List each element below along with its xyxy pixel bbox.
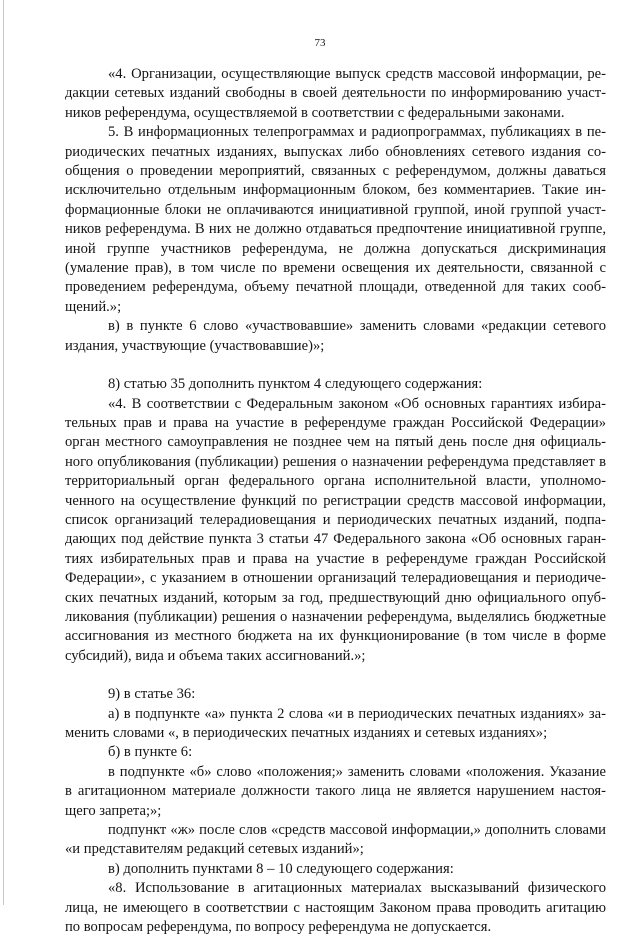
paragraph-subitem-v-point-6: в) в пункте 6 слово «участвовавшие» заменить словами «редакции сетевого издания, участвующие (участвовавшие)»; (65, 318, 606, 354)
paragraph-item-4-media: «4. Организации, осуществляющие выпуск средств массовой информации, редакции сетевых изданий свободны в своей деятельности по информированию участников референдума, осуществляемой в соответствии с федеральными законами. (65, 66, 606, 121)
paragraph-subpoint-b-text: в подпункте «б» слово «положения;» заменить словами «положения. Указание в агитационном материале должности такого лица не является нарушением настоящего запрета;»; (65, 763, 606, 819)
paragraph-gap (65, 666, 606, 685)
document-body (65, 65, 606, 937)
paragraph-gap (65, 356, 606, 375)
page-edge-rule (3, 0, 4, 905)
paragraph-subitem-a: а) в подпункте «а» пункта 2 слова «и в периодических печатных изданиях» заменить словами «, в периодических печатных изданиях и сетевых изданиях»; (65, 705, 606, 741)
paragraph-item-9-article-36: 9) в статье 36: (108, 686, 196, 703)
page-number: 73 (314, 37, 326, 49)
paragraph-subitem-v: в) дополнить пунктами 8 – 10 следующего содержания: (108, 860, 454, 877)
paragraph-subitem-b: б) в пункте 6: (108, 744, 193, 761)
paragraph-subpoint-zh-text: подпункт «ж» после слов «средств массовой информации,» дополнить словами «и представителям редакций сетевых изданий»; (65, 822, 606, 858)
paragraph-item-8-article-35: 8) статью 35 дополнить пунктом 4 следующего содержания: (108, 376, 483, 393)
paragraph-item-5-info-blocks: 5. В информационных телепрограммах и радиопрограммах, публикациях в периодических печатных изданиях, выпусках либо обновлениях сетевого издания сообщения о проведении мероприятий, связанных с референдумом, должны даваться исключительно отдельным информационным блоком, без комментариев. Такие информационные блоки не оплачиваются инициативной группой, иной группой участников референдума. В них не должно отдаваться предпочтение инициативной группе, иной группе участников референдума, не должна допускаться дискриминация (умаление прав), в том числе по времени освещения их деятельности, связанной с проведением референдума, объему печатной площади, отведенной для таких сообщений.»; (65, 124, 606, 315)
paragraph-article-35-point-4: «4. В соответствии с Федеральным законом «Об основных гарантиях избирательных прав и права на участие в референдуме граждан Российской Федерации» орган местного самоуправления не позднее чем на пятый день после дня официального опубликования (публикации) решения о назначении референдума представляет в территориальный орган федерального органа исполнительной власти, уполномоченного на осуществление функций по регистрации средств массовой информации, список организаций телерадиовещания и периодических печатных изданий, подпадающих под действие пункта 3 статьи 47 Федерального закона «Об основных гарантиях избирательных прав и права на участие в референдуме граждан Российской Федерации», с указанием в отношении организаций телерадиовещания и периодических печатных изданий, которым за год, предшествующий дню официального опубликования (публикации) решения о назначении референдума, выделялись бюджетные ассигнования из местного бюджета на их функционирование (в том числе в форме субсидий), вида и объема таких ассигнований.»; (65, 395, 606, 664)
paragraph-point-8: «8. Использование в агитационных материалах высказываний физического лица, не имеющего в соответствии с настоящим Законом права проводить агитацию по вопросам референдума, по вопросу референдума не допускается. (65, 880, 606, 936)
